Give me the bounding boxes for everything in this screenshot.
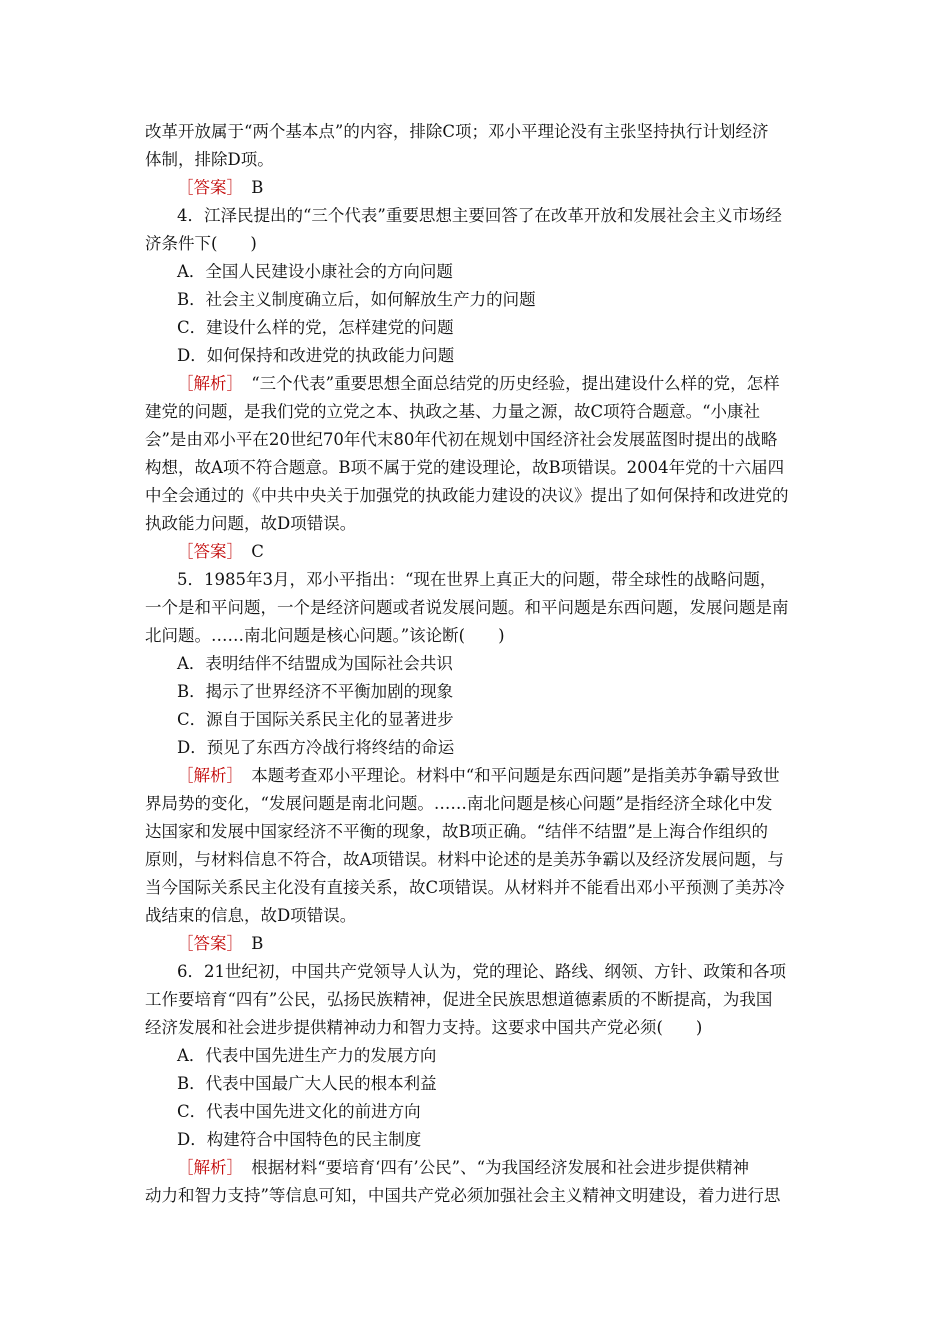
answer-line: ［答案］ B <box>177 934 264 953</box>
option-c: C．代表中国先进文化的前进方向 <box>177 1102 421 1121</box>
option-b: B．代表中国最广大人民的根本利益 <box>177 1074 437 1093</box>
text-line: 会”是由邓小平在20世纪70年代末80年代初在规划中国经济社会发展蓝图时提出的战略 <box>145 430 778 449</box>
option-a: A．全国人民建设小康社会的方向问题 <box>177 262 453 281</box>
analysis-tag: ［解析］ <box>177 766 235 785</box>
option-b: B．社会主义制度确立后，如何解放生产力的问题 <box>177 290 536 309</box>
option-d: D．如何保持和改进党的执政能力问题 <box>177 346 455 365</box>
text-line: 北问题。……南北问题是核心问题。”该论断( ) <box>145 626 505 645</box>
text-line: 改革开放属于“两个基本点”的内容，排除C项；邓小平理论没有主张坚持执行计划经济 <box>145 122 769 141</box>
text-line: 体制，排除D项。 <box>145 150 274 169</box>
text-line: 经济发展和社会进步提供精神动力和智力支持。这要求中国共产党必须( ) <box>145 1018 703 1037</box>
text-line: 济条件下( ) <box>145 234 257 253</box>
text-line: 构想，故A项不符合题意。B项不属于党的建设理论，故B项错误。2004年党的十六届四 <box>145 458 785 477</box>
analysis-line: ［解析］ 本题考查邓小平理论。材料中“和平问题是东西问题”是指美苏争霸导致世 <box>177 766 780 785</box>
text-line: 达国家和发展中国家经济不平衡的现象，故B项正确。“结伴不结盟”是上海合作组织的 <box>145 822 768 841</box>
question-stem: 4．江泽民提出的“三个代表”重要思想主要回答了在改革开放和发展社会主义市场经 <box>177 206 782 225</box>
option-c: C．源自于国际关系民主化的显著进步 <box>177 710 454 729</box>
question-stem: 5．1985年3月，邓小平指出：“现在世界上真正大的问题，带全球性的战略问题， <box>177 570 777 589</box>
text-line: 界局势的变化，“发展问题是南北问题。……南北问题是核心问题”是指经济全球化中发 <box>145 794 773 813</box>
option-c: C．建设什么样的党，怎样建党的问题 <box>177 318 454 337</box>
text-line: 中全会通过的《中共中央关于加强党的执政能力建设的决议》提出了如何保持和改进党的 <box>145 486 789 505</box>
text-line: 战结束的信息，故D项错误。 <box>145 906 357 925</box>
answer-line: ［答案］ C <box>177 542 264 561</box>
option-d: D．构建符合中国特色的民主制度 <box>177 1130 422 1149</box>
text-line: 动力和智力支持”等信息可知，中国共产党必须加强社会主义精神文明建设，着力进行思 <box>145 1186 781 1205</box>
text-line: 一个是和平问题，一个是经济问题或者说发展问题。和平问题是东西问题，发展问题是南 <box>145 598 789 617</box>
text-line: 建党的问题，是我们党的立党之本、执政之基、力量之源，故C项符合题意。“小康社 <box>145 402 761 421</box>
answer-line: ［答案］ B <box>177 178 264 197</box>
answer-tag: ［答案］ <box>177 178 235 197</box>
option-b: B．揭示了世界经济不平衡加剧的现象 <box>177 682 454 701</box>
option-a: A．代表中国先进生产力的发展方向 <box>177 1046 437 1065</box>
analysis-tag: ［解析］ <box>177 374 235 393</box>
analysis-tag: ［解析］ <box>177 1158 235 1177</box>
answer-tag: ［答案］ <box>177 542 235 561</box>
question-stem: 6．21世纪初，中国共产党领导人认为，党的理论、路线、纲领、方针、政策和各项 <box>177 962 786 981</box>
answer-tag: ［答案］ <box>177 934 235 953</box>
text-line: 执政能力问题，故D项错误。 <box>145 514 357 533</box>
option-a: A．表明结伴不结盟成为国际社会共识 <box>177 654 453 673</box>
option-d: D．预见了东西方冷战行将终结的命运 <box>177 738 455 757</box>
text-line: 原则，与材料信息不符合，故A项错误。材料中论述的是美苏争霸以及经济发展问题，与 <box>145 850 784 869</box>
text-line: 工作要培育“四有”公民，弘扬民族精神，促进全民族思想道德素质的不断提高，为我国 <box>145 990 773 1009</box>
analysis-line: ［解析］ 根据材料“要培育‘四有’公民”、“为我国经济发展和社会进步提供精神 <box>177 1158 750 1177</box>
analysis-line: ［解析］ “三个代表”重要思想全面总结党的历史经验，提出建设什么样的党，怎样 <box>177 374 780 393</box>
text-line: 当今国际关系民主化没有直接关系，故C项错误。从材料并不能看出邓小平预测了美苏冷 <box>145 878 785 897</box>
